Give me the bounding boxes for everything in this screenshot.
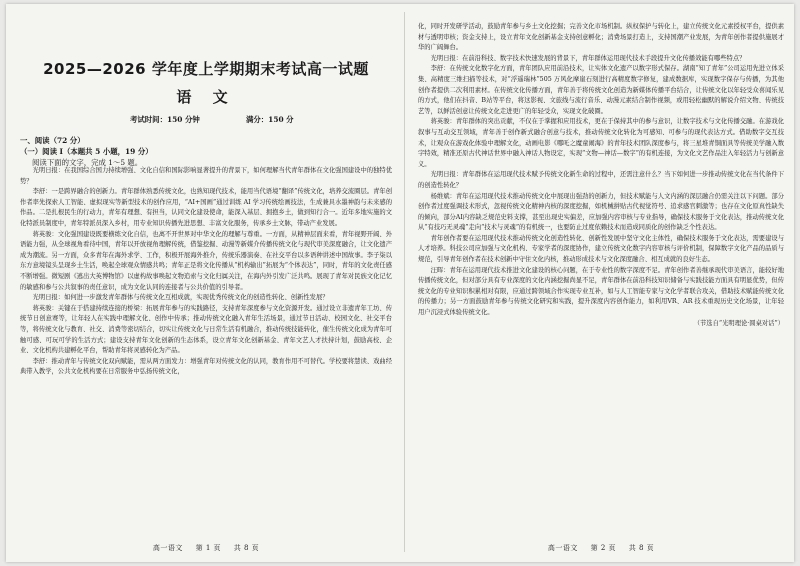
reading-passage-right <box>418 22 784 536</box>
passage-paragraph: 光明日报：在我国综合国力持续增强、文化自信和国际影响显著提升的背景下，如何理解当代青年群体在文化强国建设中的独特优势？ <box>20 167 392 185</box>
subject-title: 语 文 <box>176 88 236 106</box>
subsection-heading: （一）阅读 I（本题共 5 小题，19 分） <box>20 147 153 156</box>
exam-title: 2025—2026 学年度上学期期末考试高一试题 <box>43 60 369 78</box>
passage-paragraph: 光明日报：如何进一步激发青年群体与传统文化互相成就，实现优秀传统文化的创造性转化、创新性发展？ <box>32 294 329 302</box>
passage-paragraph: 李舒：一是跨界融合的创新力。青年群体熟悉传统文化，也熟知现代技术，能用当代语境“翻译”传统文化，培养交流圈层。青年创作者率先探索人工智能、虚拟现实等新型技术的创作应用，“AI+国画”通过训练 AI 学习传统绘画技法，生成兼具水墨神韵与未来感的作品。二是扎根民生的行动力，青年有理想、有担当，认同文化建设使命，能深入基层、拥抱乡土，做到知行合一。近年多地实施的文化特派员制度中，青年特派员深入乡村，用专业知识传播先进思想、丰富文化服务，传承乡土文脉，带动产业发展。 <box>20 188 392 227</box>
page-footer-left <box>20 543 392 553</box>
passage-paragraph: 蒋英骏：关键在于搭建持续连接的桥梁：拓展青年参与的实践路径，支持青年深度参与文化资源开发。通过设立非遗青年工坊、传统节日创意赛等，让年轻人在实践中理解文化、创作中传承；推动传统文化融入青年生活场景，通过节日活动、校园文化、社交平台等，将传统文化与教育、社交、消费等密切结合，切实让传统文化与日常生活有机融合，推动传统技能转化，催生传统文化成为青年可触可感、可玩可学的生活方式；建设支持青年文化创新的生态体系，设立青年文化创新基金、青年文艺人才扶持计划，鼓励高校、企业、文化机构共建孵化平台，帮助青年将灵感转化为产品。 <box>20 304 392 355</box>
exam-time: 考试时间：150 分钟 <box>130 115 200 124</box>
passage-paragraph: 化，同时开发研学活动，鼓励青年参与乡土文化挖掘；完善文化市场机制。纵权保护与转化上，建立传统文化元素授权平台，提供素材与透明审核；资金支持上，设立青年文化创新基金支持创意孵化；消费场景打造上，支持国潮产业发展，为青年创作者提供施展才华的广阔舞台。 <box>418 23 784 52</box>
page-divider <box>404 12 405 552</box>
exam-sheet <box>6 4 794 562</box>
page-footer-right <box>418 543 784 553</box>
passage-source: （节选自“光明理论·圆桌对话”） <box>693 319 784 327</box>
right-page <box>418 4 784 562</box>
left-page <box>20 4 392 562</box>
passage-paragraph: 青年创作者要在运用现代技术推动传统文化创造性转化、创新性发展中坚守文化主体性，确保技术服务于文化表达，需要建设与人才培养。科技公司应加强与文化机构、专家学者的深度协作，建立传统文化数字内容审核与评价机制，保障数字文化产品的品质与规范，引导青年创作者在技术创新中守住文化内核，推动形成技术与文化深度融合、相互成就的良好生态。 <box>418 234 784 264</box>
reading-passage-left <box>20 166 392 536</box>
passage-paragraph: 李舒：在传统文化数字化方面，青年团队应用前沿技术，让实体文化遗产以数字形式保存。湖南“知了青年”公司运用先进立体采集、高精度三维扫描等技术，对“浮遥瑞林”505 万风化摩崖石刻进行高精度数字修复，建成数据库，实现数字保存与传播，为其他创作者提供二次利用素材。在传统文化传播方面，青年善于将传统文化创造为新媒体传播平台结合，让传统文化以年轻受众喜闻乐见的方式，他们在抖音、B站等平台，将这影视、文旅线与流行音乐、动漫元素结合制作视频，或用轻松幽默的解说介绍文物、传统技艺等，以鲜活创意让传统文化走进更广的年轻受众，实现文化破圈。 <box>418 65 784 115</box>
footer-subject: 高一语文 <box>547 544 578 552</box>
passage-paragraph: 汪晖：青年在运用现代技术推进文化建设的核心问题，在于专业性的数字深度不足。青年创作者善继承现代审美语言，能较好地传播传统文化，但对部分具有专业深度的文化内涵挖掘尚显不足，青年群体在前沿科技知识储备与实践技能方面具有明显优势，但传统文化的专业知识积累相对有限，应通过跨领域合作实现专业互补，如与人工智能专家与文化学者联合攻关，借助技术赋能传统文化的传播力；另一方面鼓励青年参与传统文化研究和实践，提升深度内容创作能力，如利用VR、AR 技术重现历史文化场景，让年轻用户沉浸式体验传统文化。 <box>418 266 784 317</box>
passage-paragraph: 光明日报：青年群体在运用现代技术赋予传统文化新生命的过程中，还需注意什么？当下如何进一步推动传统文化在当代条件下的创造性转化？ <box>418 171 784 189</box>
passage-paragraph: 蒋英骏：文化强国建设既要横练文化自信，也离不开世界对中华文化的理解与尊重。一方面，从精神层面来看，青年视野开阔、外语能力强，从全球视角看待中国，青年以开放视角理解传统，借鉴挖掘、动漫等新媒介传播传统文化与现代审美深度融合，让文化遗产成为潮流。另一方面，众多青年在海外求学、工作，积极开展海外推介，传统乐器演奏、在社交平台以多语种讲述中国故事。李子柒以东方意境镜头呈现乡土生活，唤起全球观众情感共鸣；青年正是将文化传播从“机构输出”拓展为“个体表达”，同时，青年的文化责任感不断增强。微短剧《逃出大英博物馆》以虚构故事唤起文物追索与文化归属关注，在海内外引发广泛共鸣。展现了青年对民族文化记忆的敏感和参与公共叙事的责任意识，成为文化认同的连接者与公共价值的引导者。 <box>20 230 392 291</box>
footer-total: 共 8 页 <box>628 544 655 552</box>
footer-subject: 高一语文 <box>152 544 183 552</box>
passage-paragraph: 光明日报：在前沿科技、数字技术快速发展的背景下，青年群体运用现代技术手段提升文化传播效能有哪些特点？ <box>430 54 746 62</box>
passage-paragraph: 杨维斌：青年在运用现代技术推动传统文化中展现出强劲的创新力，但技术赋能与人文内涵的深层融合仍需关注以下问题。部分创作者过度强调技术形式，忽视传统文化精神内核的深度挖掘，如机械拼贴古代视觉符号、追求感官刺激等；也存在文化原真性缺失的倾向，部分AI内容缺乏规范史料支撑，甚至出现史实偏差，应加强内容审核与专业指导，确保技术服务于文化表达，推动传统文化从“有技巧无灵魂”走向“技术与灵魂”的有机统一，也要防止过度依赖技术而造成同质化的创作缺乏个性表达。 <box>418 192 784 232</box>
exam-score: 满分：150 分 <box>246 115 294 124</box>
footer-page: 第 1 页 <box>195 544 221 552</box>
footer-page: 第 2 页 <box>590 544 616 552</box>
reading-instruction: 阅读下面的文字，完成 1～5 题。 <box>32 158 143 167</box>
passage-paragraph: 蒋英骏：青年群体的突出贡献，不仅在于掌握和应用技术，更在于保持其中的参与意识，让数字技术与文化传播交融。在游戏化叙事与互动交互领域，青年善于创作新式融合创意与技术，推动传统文化转化为可感知、可参与的现代表达方式。借助数字交互技术，让观众在游戏化体验中理解文化，动画电影《哪吒之魔童闹海》的青年技术团队深度参与，将三星堆青铜面具等传统美学融入数字特效，精准还原古代神话世界中融入神话人物设定，实现“文物—神话—数字”的有机连接，为文化文艺作品注入年轻活力与创新意义。 <box>418 118 784 168</box>
footer-total: 共 8 页 <box>233 544 260 552</box>
section-heading: 一、阅读（72 分） <box>20 136 85 145</box>
passage-paragraph: 李舒：推动青年与传统文化双向赋能，需从两方面发力：增强青年对传统文化的认同，教育作用不可替代。学校要将慧读、戏曲经典带入教学，公共文化机构要在日常服务中弘扬传统文化， <box>20 357 392 376</box>
